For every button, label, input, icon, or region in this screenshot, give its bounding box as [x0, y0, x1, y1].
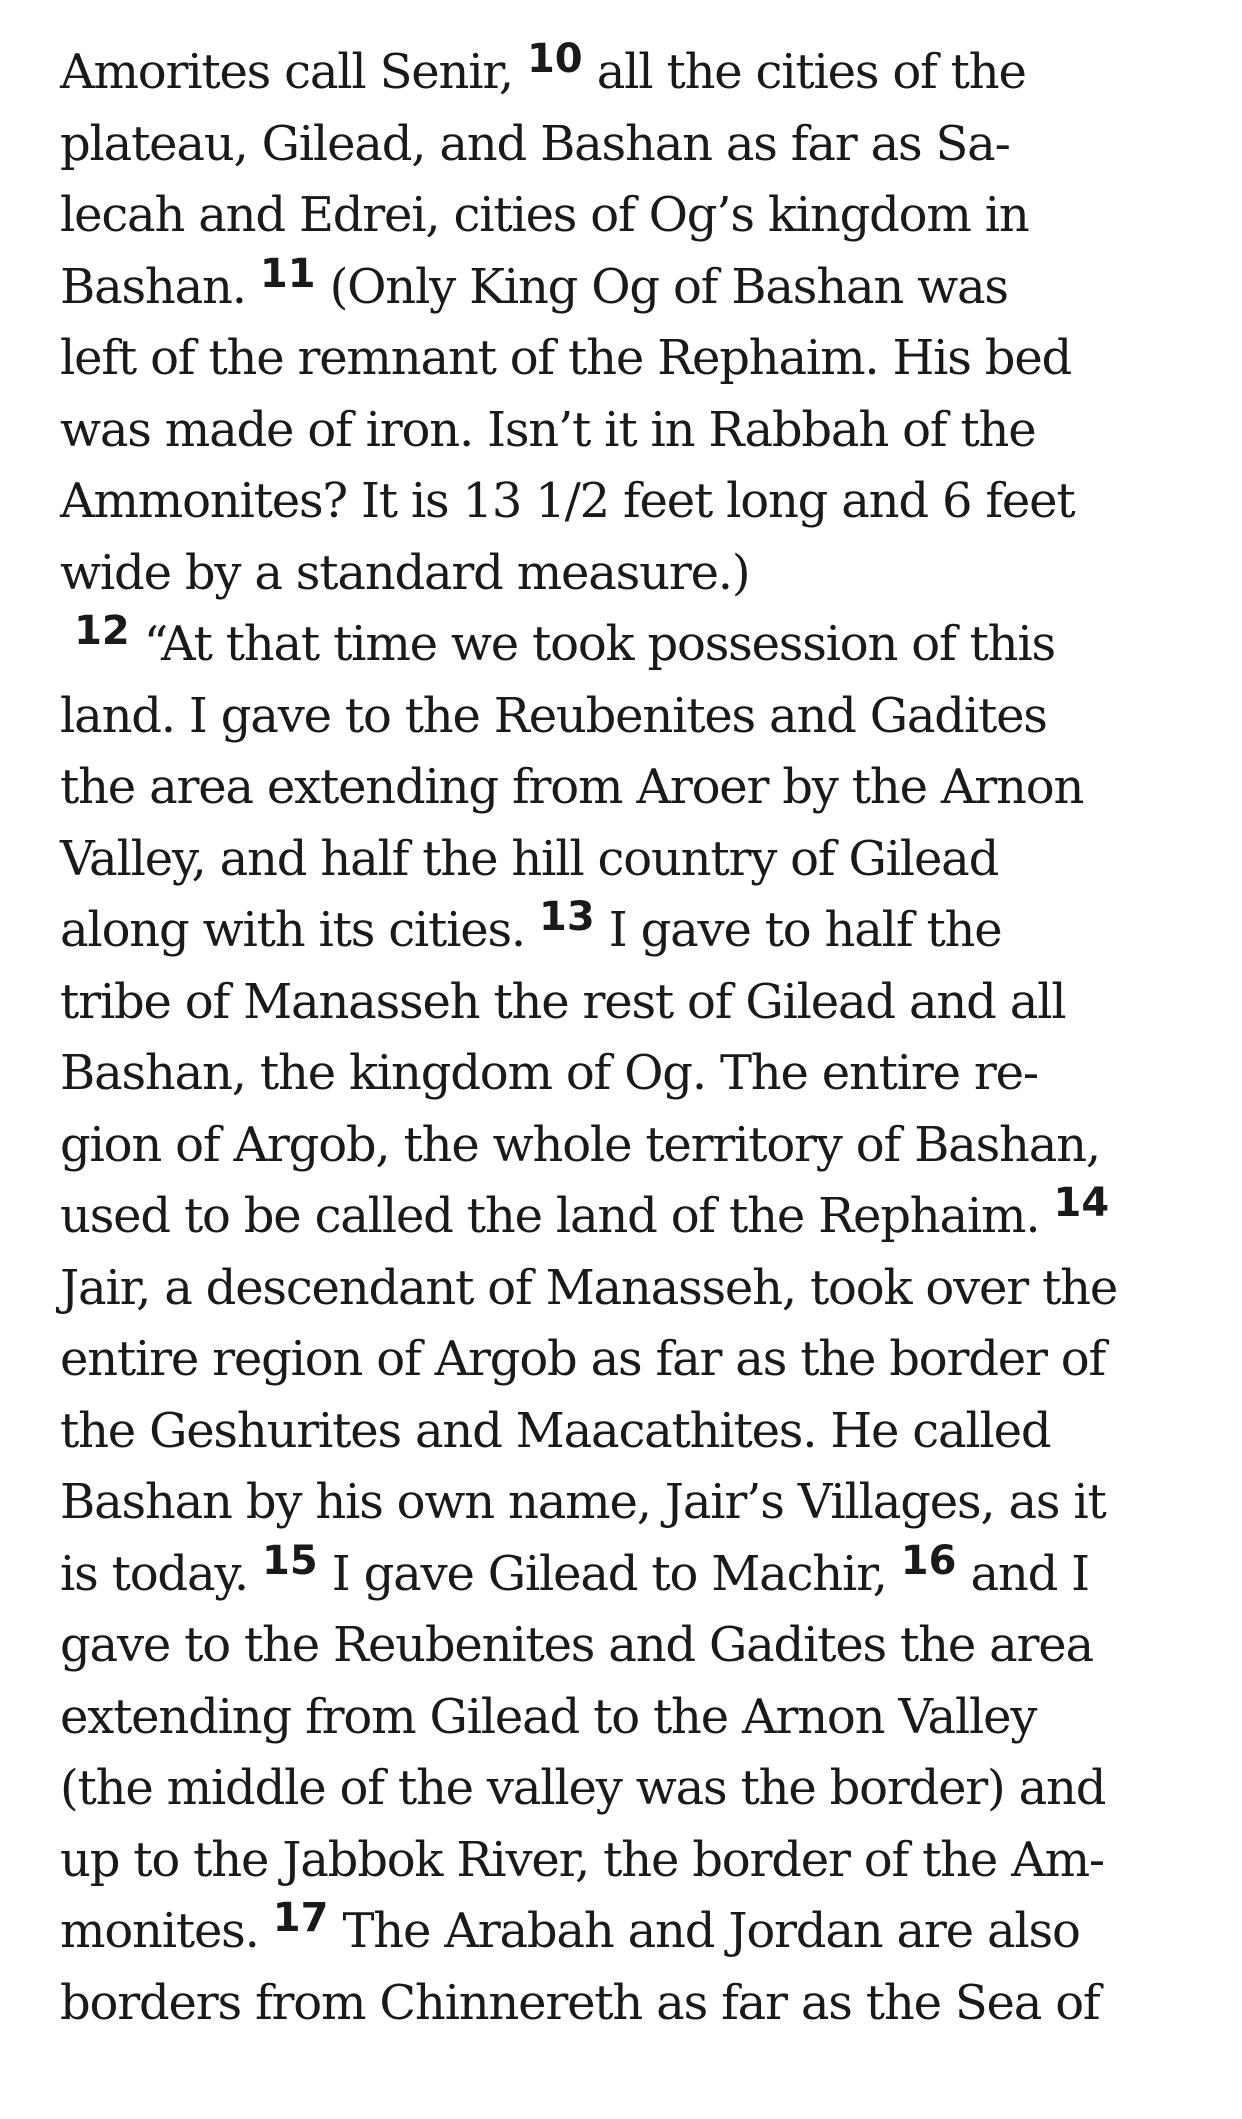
text-line — [60, 686, 1047, 746]
text-line — [60, 400, 1035, 460]
verse-text: plateau, Gilead, and Bashan as far as Sa- — [60, 115, 1010, 172]
text-line — [60, 185, 1029, 245]
text-line — [60, 972, 1065, 1032]
verse-text: the area extending from Aroer by the Arnon — [60, 759, 1084, 815]
verse-text: lecah and Edrei, cities of Og’s kingdom in — [60, 187, 1029, 243]
verse-text: Amorites call Senir, — [60, 44, 527, 100]
verse-text: wide by a standard measure.) — [60, 544, 750, 601]
verse-text: entire region of Argob as far as the border of — [60, 1331, 1106, 1387]
verse-text: and I — [956, 1545, 1089, 1602]
verse-text: left of the remnant of the Rephaim. His bed — [60, 330, 1072, 386]
verse-text: was made of iron. Isn’t it in Rabbah of the — [60, 401, 1036, 458]
text-line — [60, 114, 1010, 174]
text-line — [60, 1115, 1100, 1175]
verse-text: gave to the Reubenites and Gadites the area — [60, 1617, 1093, 1673]
verse-text: Bashan, the kingdom of Og. The entire re- — [60, 1045, 1038, 1101]
verse-text: Bashan. — [60, 258, 260, 315]
text-line — [60, 1687, 1036, 1747]
verse-text: The Arabah and Jordan are also — [328, 1903, 1080, 1959]
text-line — [60, 894, 1002, 963]
verse-text: is today. — [60, 1545, 263, 1602]
text-line — [60, 471, 1074, 531]
verse-text: all the cities of the — [582, 44, 1026, 100]
text-line — [60, 36, 1026, 105]
verse-text: used to be called the land of the Rephaim. — [60, 1188, 1054, 1244]
text-line — [60, 543, 749, 603]
text-line — [60, 1329, 1105, 1389]
verse-number: 11 — [259, 250, 316, 297]
text-line — [60, 1401, 1050, 1461]
verse-text: Valley, and half the hill country of Gilead — [60, 830, 999, 887]
verse-number: 16 — [900, 1537, 957, 1584]
verse-text: (Only King Og of Bashan was — [315, 258, 1008, 315]
text-line — [60, 608, 1055, 677]
verse-number: 13 — [539, 894, 595, 940]
verse-number: 10 — [526, 36, 583, 82]
verse-text: I gave Gilead to Machir, — [317, 1545, 901, 1602]
verse-text: up to the Jabbok River, the border of the Am- — [60, 1831, 1104, 1888]
text-line — [60, 1472, 1106, 1532]
text-line — [60, 757, 1083, 817]
text-line — [60, 1973, 1099, 2033]
verse-text: (the middle of the valley was the border) and — [60, 1760, 1106, 1816]
verse-text: gion of Argob, the whole territory of Bashan, — [60, 1116, 1100, 1173]
verse-text: borders from Chinnereth as far as the Sea of — [60, 1974, 1100, 2031]
text-line — [60, 1258, 1117, 1318]
text-line — [60, 1758, 1105, 1818]
verse-text — [60, 616, 74, 672]
text-line — [60, 1180, 1110, 1249]
verse-text: land. I gave to the Reubenites and Gadites — [60, 687, 1047, 744]
text-line — [60, 1895, 1080, 1964]
verse-text: I gave to half the — [594, 902, 1002, 958]
verse-number: 14 — [1053, 1180, 1110, 1226]
verse-text: the Geshurites and Maacathites. He called — [60, 1402, 1051, 1459]
verse-number: 17 — [272, 1895, 329, 1941]
verse-text: “At that time we took possession of this — [129, 616, 1055, 672]
text-line — [60, 1830, 1104, 1890]
verse-text: Bashan by his own name, Jair’s Villages, as it — [60, 1474, 1106, 1530]
verse-text: tribe of Manasseh the rest of Gilead and all — [60, 973, 1066, 1030]
verse-text: along with its cities. — [60, 902, 540, 958]
verse-text: Ammonites? It is 13 1/2 feet long and 6 feet — [60, 473, 1075, 529]
text-line — [60, 1537, 1089, 1607]
text-line — [60, 328, 1071, 388]
text-line — [60, 829, 998, 889]
text-line — [60, 1043, 1038, 1103]
verse-text: monites. — [60, 1903, 273, 1959]
verse-text: Jair, a descendant of Manasseh, took over the — [60, 1259, 1118, 1316]
text-line — [60, 250, 1008, 320]
verse-number: 15 — [262, 1537, 318, 1584]
verse-text: extending from Gilead to the Arnon Valley — [60, 1688, 1037, 1745]
text-line — [60, 1615, 1093, 1675]
verse-number: 12 — [74, 608, 130, 654]
